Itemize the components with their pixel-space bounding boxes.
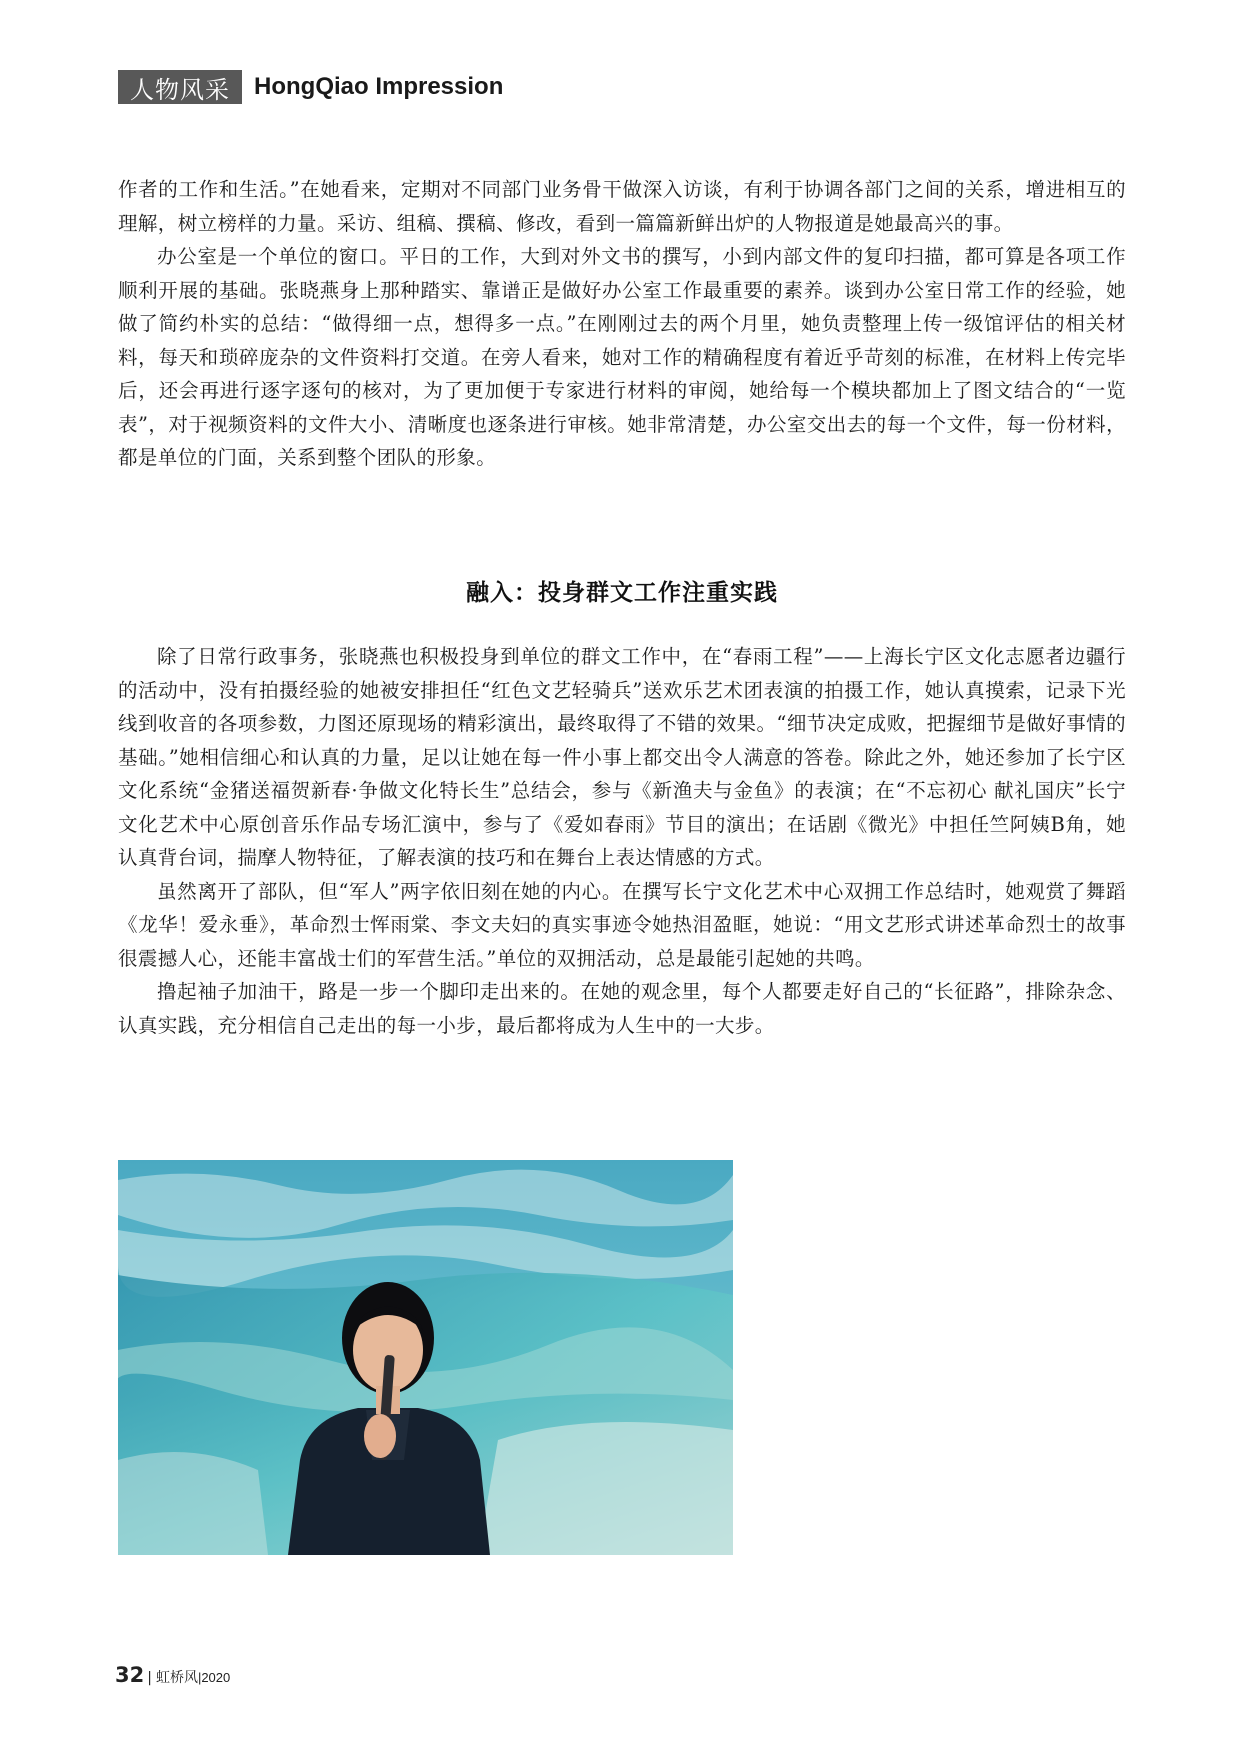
paragraph: 虽然离开了部队，但“军人”两字依旧刻在她的内心。在撰写长宁文化艺术中心双拥工作总结时，她观赏了舞蹈《龙华！爱永垂》，革命烈士恽雨棠、李文夫妇的真实事迹令她热泪盈眶，她说：“用文艺形式讲述革命烈士的故事很震撼人心，还能丰富战士们的军营生活。”单位的双拥活动，总是最能引起她的共鸣。: [118, 879, 1126, 970]
article-body-bottom: [118, 640, 1126, 1042]
paragraph: 除了日常行政事务，张晓燕也积极投身到单位的群文工作中，在“春雨工程”——上海长宁区文化志愿者边疆行的活动中，没有拍摄经验的她被安排担任“红色文艺轻骑兵”送欢乐艺术团表演的拍摄工作，她认真摸索，记录下光线到收音的各项参数，力图还原现场的精彩演出，最终取得了不错的效果。“细节决定成败，把握细节是做好事情的基础。”她相信细心和认真的力量，足以让她在每一件小事上都交出令人满意的答卷。除此之外，她还参加了长宁区文化系统“金猪送福贺新春·争做文化特长生”总结会，参与《新渔夫与金鱼》的表演；在“不忘初心 献礼国庆”长宁文化艺术中心原创音乐作品专场汇演中，参与了《爱如春雨》节目的演出；在话剧《微光》中担任竺阿姨B角，她认真背台词，揣摩人物特征，了解表演的技巧和在舞台上表达情感的方式。: [118, 645, 1126, 869]
page-number: 32: [115, 1663, 145, 1687]
photo-speaker-illustration: [118, 1160, 733, 1555]
paragraph: 作者的工作和生活。”在她看来，定期对不同部门业务骨干做深入访谈，有利于协调各部门之间的关系，增进相互的理解，树立榜样的力量。采访、组稿、撰稿、修改，看到一篇篇新鲜出炉的人物报道是她最高兴的事。: [118, 178, 1126, 235]
section-subheading: 融入：投身群文工作注重实践: [466, 580, 778, 606]
magazine-name: 虹桥风: [155, 1670, 198, 1686]
paragraph: 办公室是一个单位的窗口。平日的工作，大到对外文书的撰写，小到内部文件的复印扫描，都可算是各项工作顺利开展的基础。张晓燕身上那种踏实、靠谱正是做好办公室工作最重要的素养。谈到办公室日常工作的经验，她做了简约朴实的总结：“做得细一点，想得多一点。”在刚刚过去的两个月里，她负责整理上传一级馆评估的相关材料，每天和琐碎庞杂的文件资料打交道。在旁人看来，她对工作的精确程度有着近乎苛刻的标准，在材料上传完毕后，还会再进行逐字逐句的核对，为了更加便于专家进行材料的审阅，她给每一个模块都加上了图文结合的“一览表”，对于视频资料的文件大小、清晰度也逐条进行审核。她非常清楚，办公室交出去的每一个文件，每一份材料，都是单位的门面，关系到整个团队的形象。: [118, 245, 1126, 469]
section-tag: 人物风采: [118, 70, 242, 104]
paragraph: 撸起袖子加油干，路是一步一个脚印走出来的。在她的观念里，每个人都要走好自己的“长征路”，排除杂念、认真实践，充分相信自己走出的每一小步，最后都将成为人生中的一大步。: [118, 980, 1126, 1037]
issue-year: |2020: [197, 1670, 231, 1685]
section-title-en: HongQiao Impression: [254, 73, 504, 100]
article-body-top: [118, 173, 1126, 475]
article-photo: [118, 1160, 733, 1555]
page-footer: [115, 1663, 230, 1687]
page-header: [118, 70, 503, 104]
footer-separator: |: [147, 1670, 152, 1686]
